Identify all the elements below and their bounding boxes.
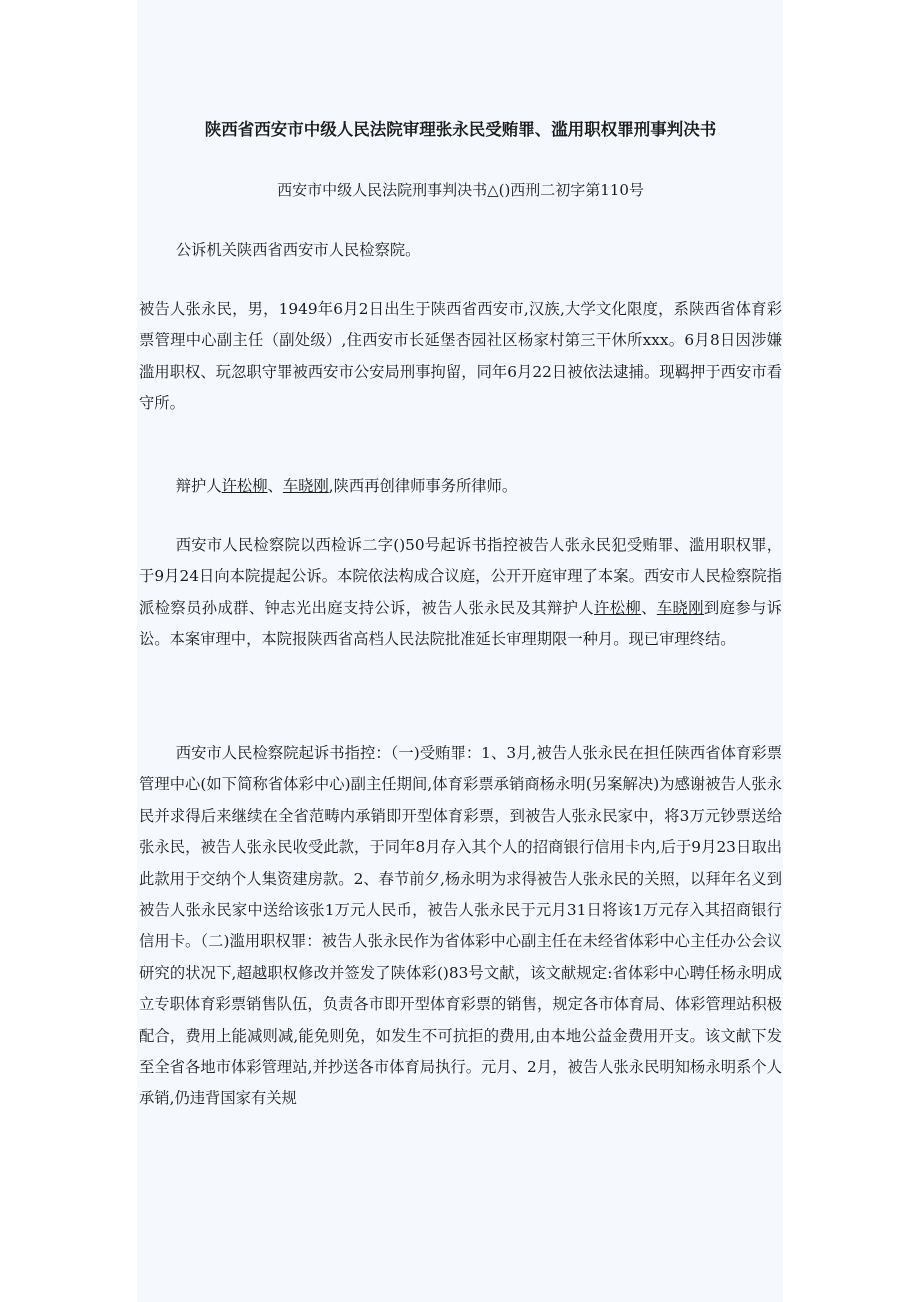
procedure-lawyer-name: 许松柳	[594, 598, 642, 617]
procedure-lawyer-name: 车晓刚	[656, 598, 704, 617]
procedure-separator: 、	[641, 598, 657, 617]
defense-paragraph	[139, 471, 782, 502]
defense-prefix: 辩护人	[175, 477, 222, 495]
defense-suffix: ,陕西再创律师事务所律师。	[328, 477, 518, 495]
charges-paragraph: 西安市人民检察院起诉书指控：（一)受贿罪：1、3月,被告人张永民在担任陕西省体育彩票管理中心(如下简称省体彩中心)副主任期间,体育彩票承销商杨永明(另案解决)为感谢被告人张永民并求得后来继续在全省范畴内承销即开型体育彩票，到被告人张永民家中，将3万元钞票送给张永民，被告人张永民收受此款，于同年8月存入其个人的招商银行信用卡内,后于9月23日取出此款用于交纳个人集资建房款。2、春节前夕,杨永明为求得被告人张永民的关照，以拜年名义到被告人张永民家中送给该张1万元人民币，被告人张永民于元月31日将该1万元存入其招商银行信用卡。（二)滥用职权罪：被告人张永民作为省体彩中心副主任在未经省体彩中心主任办公会议研究的状况下,超越职权修改并签发了陕体彩()83号文献，该文献规定:省体彩中心聘任杨永明成立专职体育彩票销售队伍，负责各市即开型体育彩票的销售，规定各市体育局、体彩管理站积极配合，费用上能减则减,能免则免，如发生不可抗拒的费用,由本地公益金费用开支。该文献下发至全省各地市体彩管理站,并抄送各市体育局执行。元月、2月，被告人张永民明知杨永明系个人承销,仍违背国家有关规	[139, 744, 782, 1108]
defense-separator: 、	[267, 477, 283, 495]
document-subtitle: 西安市中级人民法院刑事判决书△()西刑二初字第110号	[277, 181, 644, 199]
procedure-text: 西安市人民检察院以西检诉二字()50号起诉书指控被告人张永民犯受贿罪、滥用职权罪，于9月24日向本院提起公诉。本院依法构成合议庭，公开开庭审理了本案。西安市人民检察院指派检察员孙成群、钟志光出庭支持公诉，被告人张永民及其辩护人	[139, 536, 782, 617]
defense-lawyer-name: 车晓刚	[282, 477, 329, 495]
procedure-paragraph	[139, 530, 782, 656]
defendant-paragraph: 被告人张永民，男，1949年6月2日出生于陕西省西安市,汉族,大学文化限度，系陕西省体育彩票管理中心副主任（副处级）,住西安市长延堡杏园社区杨家村第三干休所xxx。6月8日因涉嫌滥用职权、玩忽职守罪被西安市公安局刑事拘留，同年6月22日被依法逮捕。现羁押于西安市看守所。	[139, 300, 782, 413]
procedure-text: 到庭参与诉讼。本案审理中，本院报陕西省高档人民法院批准延长审理期限一种月。现已审理终结。	[139, 598, 782, 649]
defense-lawyer-name: 许松柳	[221, 477, 268, 495]
document-title: 陕西省西安市中级人民法院审理张永民受贿罪、滥用职权罪刑事判决书	[204, 120, 717, 139]
prosecutor-paragraph: 公诉机关陕西省西安市人民检察院。	[175, 241, 421, 259]
